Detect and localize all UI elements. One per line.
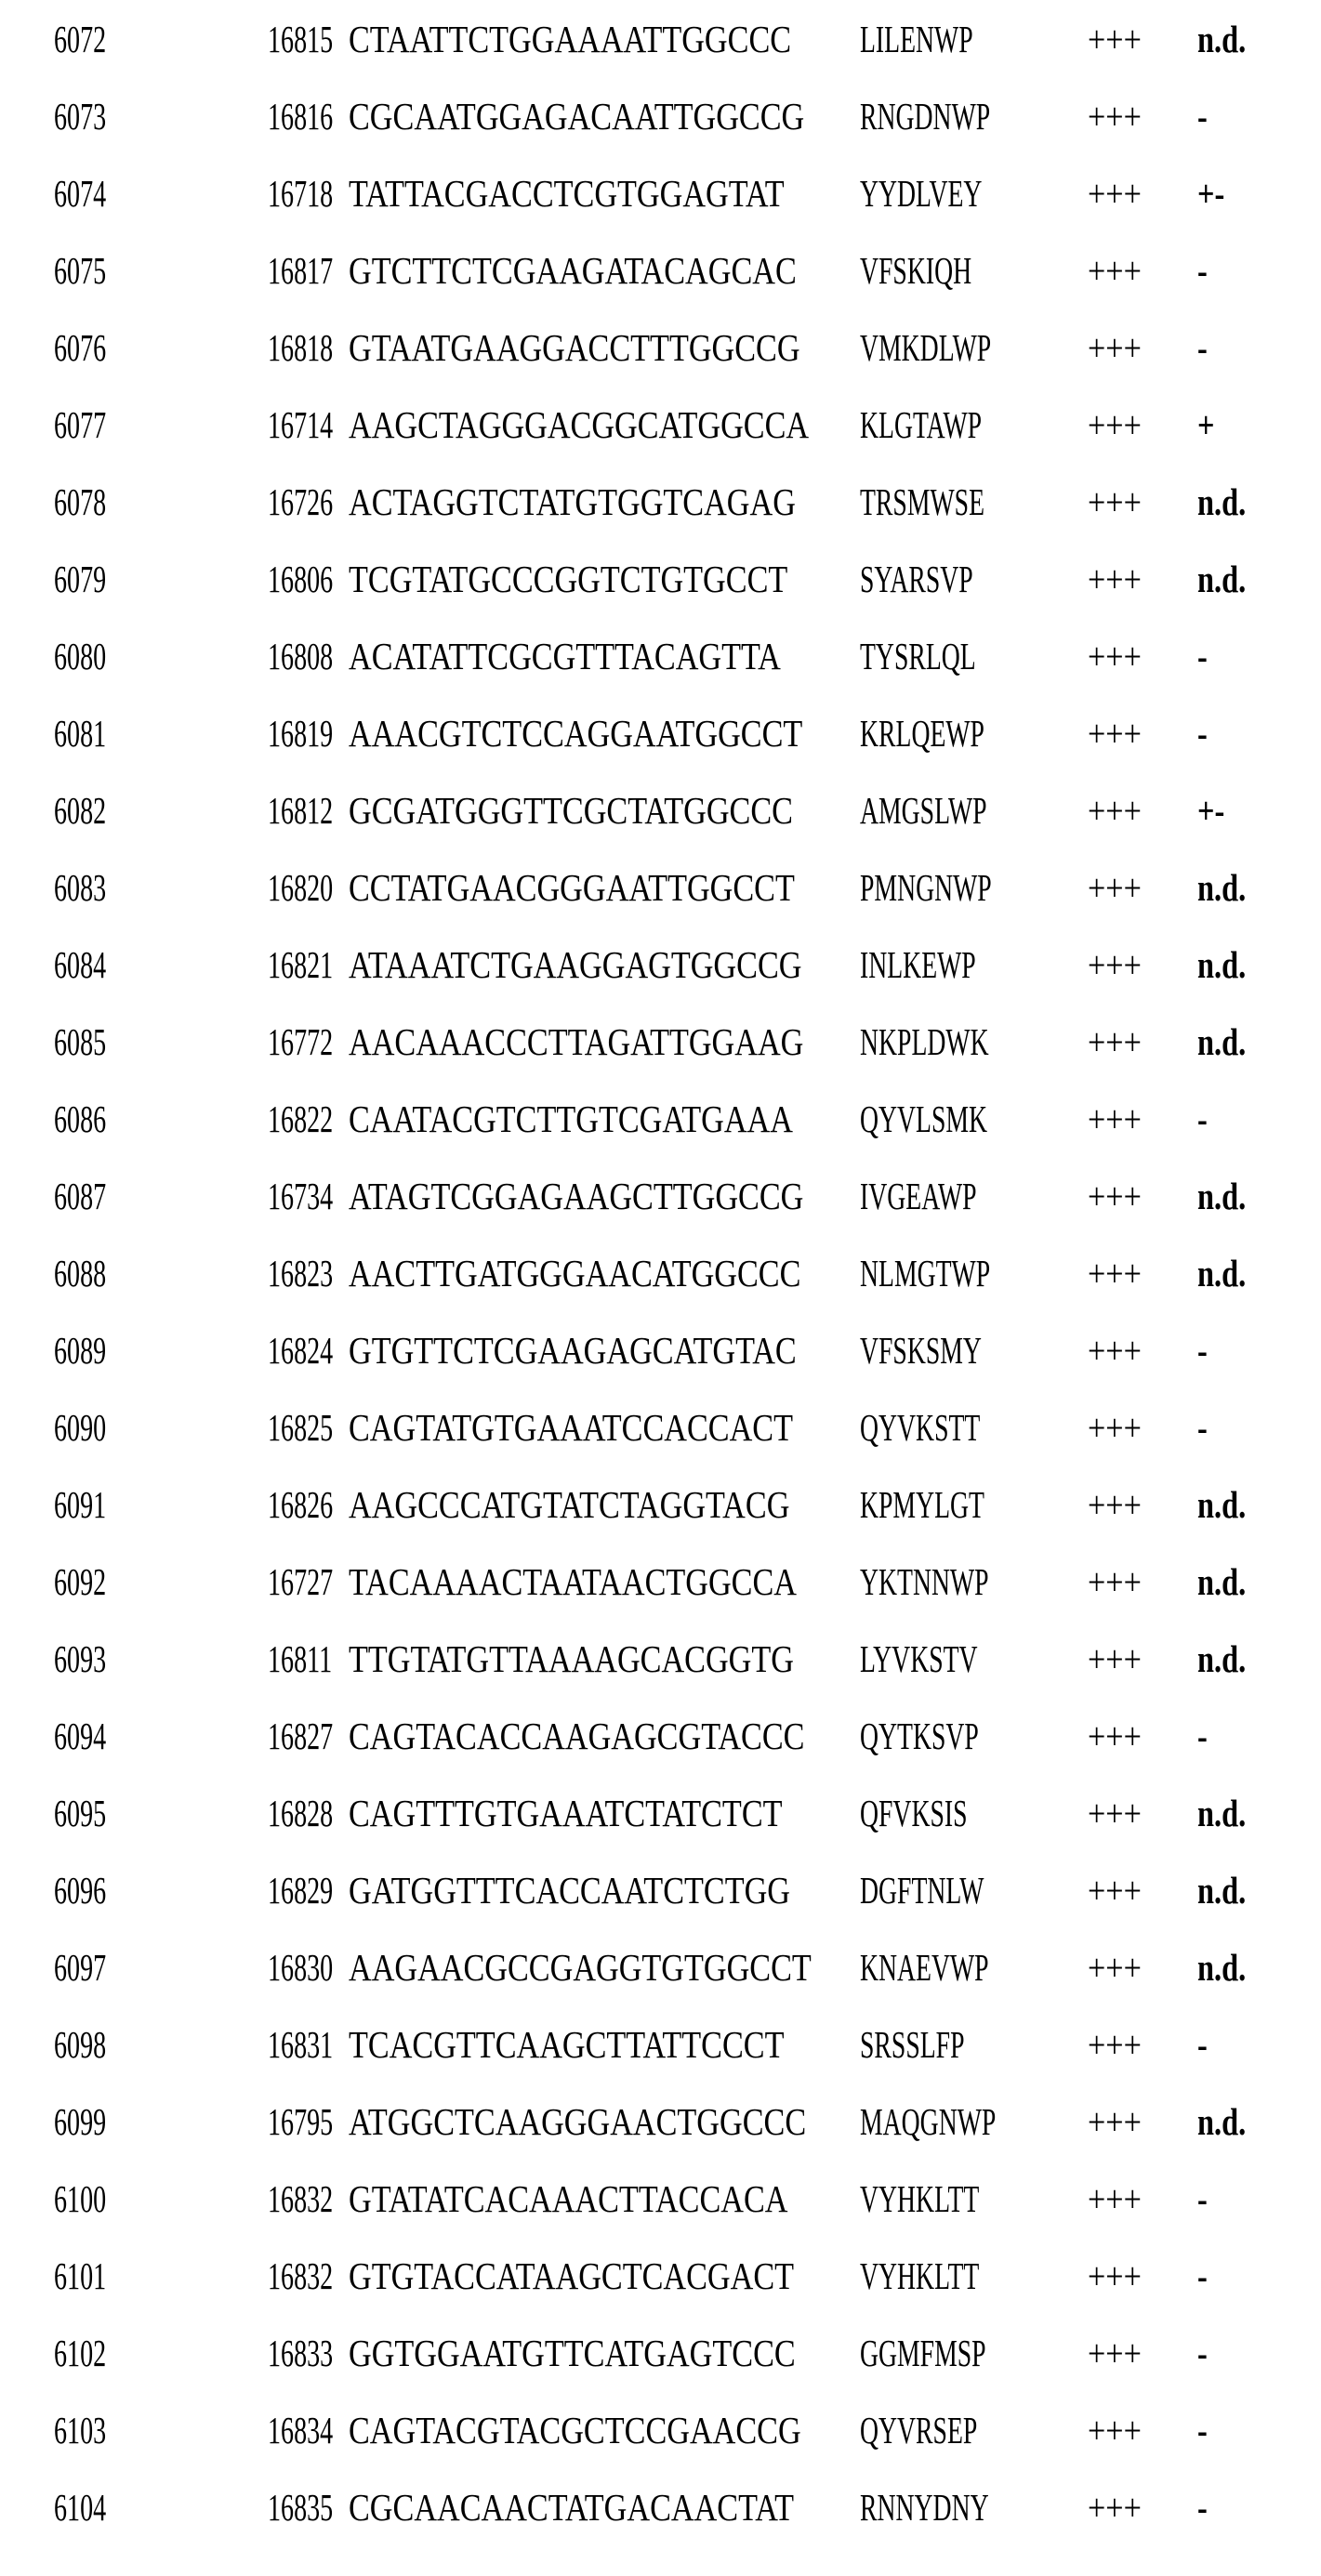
peptide-sequence: PMNGNWP	[860, 865, 992, 909]
probe-number: 16806	[268, 557, 334, 600]
signal-value: +++	[1088, 634, 1142, 677]
signal-value: +++	[1088, 2099, 1142, 2143]
signal-value: +++	[1088, 942, 1142, 986]
probe-number: 16714	[268, 402, 334, 446]
table-row	[0, 309, 1321, 386]
peptide-sequence: KPMYLGT	[860, 1482, 984, 1526]
table-row	[0, 231, 1321, 309]
assay-result: n.d.	[1197, 1174, 1247, 1217]
clone-id: 6072	[54, 17, 107, 60]
signal-value: +++	[1088, 402, 1142, 446]
dna-sequence: CCTATGAACGGGAATTGGCCT	[349, 865, 795, 909]
table-row	[0, 154, 1321, 231]
clone-id: 6083	[54, 865, 107, 909]
peptide-sequence: NLMGTWP	[860, 1251, 991, 1295]
table-row	[0, 1388, 1321, 1465]
table-row	[0, 1697, 1321, 1774]
probe-number: 16718	[268, 171, 334, 215]
signal-value: +++	[1088, 2254, 1142, 2297]
probe-number: 16833	[268, 2331, 334, 2374]
table-row	[0, 1003, 1321, 1080]
assay-result: n.d.	[1197, 942, 1247, 986]
probe-number: 16726	[268, 480, 334, 523]
peptide-sequence: VFSKSMY	[860, 1328, 982, 1372]
signal-value: +++	[1088, 557, 1142, 600]
probe-number: 16811	[268, 1636, 333, 1680]
signal-value: +++	[1088, 1868, 1142, 1912]
dna-sequence: ATAAATCTGAAGGAGTGGCCG	[349, 942, 802, 986]
dna-sequence: CAGTACACCAAGAGCGTACCC	[349, 1714, 805, 1757]
clone-id: 6086	[54, 1097, 107, 1140]
peptide-sequence: DGFTNLW	[860, 1868, 984, 1912]
dna-sequence: AACAAACCCTTAGATTGGAAG	[349, 1019, 804, 1063]
peptide-sequence: LILENWP	[860, 17, 973, 60]
dna-sequence: AAACGTCTCCAGGAATGGCCT	[349, 711, 803, 755]
clone-id: 6080	[54, 634, 107, 677]
table-row	[0, 77, 1321, 154]
clone-id: 6084	[54, 942, 107, 986]
peptide-sequence: QYVKSTT	[860, 1405, 981, 1449]
peptide-sequence: IVGEAWP	[860, 1174, 977, 1217]
peptide-sequence: INLKEWP	[860, 942, 976, 986]
dna-sequence: CGCAATGGAGACAATTGGCCG	[349, 94, 805, 138]
probe-number: 16818	[268, 325, 334, 369]
table-row	[0, 1465, 1321, 1543]
clone-id: 6073	[54, 94, 107, 138]
table-row	[0, 1774, 1321, 1851]
peptide-sequence: KLGTAWP	[860, 402, 983, 446]
dna-sequence: ACATATTCGCGTTTACAGTTA	[349, 634, 781, 677]
probe-number: 16825	[268, 1405, 334, 1449]
peptide-sequence: GGMFMSP	[860, 2331, 986, 2374]
signal-value: +++	[1088, 1251, 1142, 1295]
dna-sequence: GTAATGAAGGACCTTTGGCCG	[349, 325, 800, 369]
probe-number: 16817	[268, 248, 334, 292]
assay-result: -	[1197, 2331, 1208, 2374]
signal-value: +++	[1088, 788, 1142, 832]
peptide-sequence: TYSRLQL	[860, 634, 976, 677]
signal-value: +++	[1088, 1097, 1142, 1140]
signal-value: +++	[1088, 1714, 1142, 1757]
table-row	[0, 2160, 1321, 2237]
probe-number: 16834	[268, 2408, 334, 2451]
probe-number: 16824	[268, 1328, 334, 1372]
signal-value: +++	[1088, 171, 1142, 215]
dna-sequence: GGTGGAATGTTCATGAGTCCC	[349, 2331, 796, 2374]
dna-sequence: TTGTATGTTAAAAGCACGGTG	[349, 1636, 794, 1680]
clone-id: 6104	[54, 2485, 107, 2529]
probe-number: 16828	[268, 1791, 334, 1834]
assay-result: -	[1197, 94, 1208, 138]
assay-result: -	[1197, 1097, 1208, 1140]
clone-id: 6079	[54, 557, 107, 600]
table-row	[0, 1851, 1321, 1928]
table-row	[0, 463, 1321, 540]
peptide-sequence: VYHKLTT	[860, 2176, 980, 2220]
probe-number: 16795	[268, 2099, 334, 2143]
peptide-sequence: YKTNNWP	[860, 1559, 989, 1603]
signal-value: +++	[1088, 325, 1142, 369]
clone-id: 6085	[54, 1019, 107, 1063]
clone-id: 6089	[54, 1328, 107, 1372]
probe-number: 16727	[268, 1559, 334, 1603]
table-row	[0, 694, 1321, 771]
dna-sequence: CAATACGTCTTGTCGATGAAA	[349, 1097, 793, 1140]
clone-id: 6101	[54, 2254, 107, 2297]
assay-result: n.d.	[1197, 1482, 1247, 1526]
signal-value: +++	[1088, 1791, 1142, 1834]
dna-sequence: AAGAACGCCGAGGTGTGGCCT	[349, 1945, 812, 1989]
clone-id: 6096	[54, 1868, 107, 1912]
probe-number: 16830	[268, 1945, 334, 1989]
peptide-sequence: VMKDLWP	[860, 325, 992, 369]
clone-id: 6087	[54, 1174, 107, 1217]
table-row	[0, 2083, 1321, 2160]
table-row	[0, 540, 1321, 617]
assay-result: -	[1197, 634, 1208, 677]
table-row	[0, 2391, 1321, 2468]
dna-sequence: ATGGCTCAAGGGAACTGGCCC	[349, 2099, 807, 2143]
dna-sequence: CGCAACAACTATGACAACTAT	[349, 2485, 795, 2529]
probe-number: 16819	[268, 711, 334, 755]
signal-value: +++	[1088, 1945, 1142, 1989]
signal-value: +++	[1088, 2176, 1142, 2220]
signal-value: +++	[1088, 711, 1142, 755]
dna-sequence: GATGGTTTCACCAATCTCTGG	[349, 1868, 790, 1912]
assay-result: n.d.	[1197, 1791, 1247, 1834]
assay-result: +-	[1197, 171, 1225, 215]
clone-id: 6078	[54, 480, 107, 523]
clone-id: 6103	[54, 2408, 107, 2451]
table-row	[0, 1234, 1321, 1311]
probe-number: 16816	[268, 94, 334, 138]
dna-sequence: TATTACGACCTCGTGGAGTAT	[349, 171, 785, 215]
clone-id: 6102	[54, 2331, 107, 2374]
assay-result: n.d.	[1197, 1868, 1247, 1912]
table-row	[0, 0, 1321, 77]
probe-number: 16832	[268, 2176, 334, 2220]
signal-value: +++	[1088, 1019, 1142, 1063]
peptide-sequence: KRLQEWP	[860, 711, 984, 755]
assay-result: n.d.	[1197, 1019, 1247, 1063]
dna-sequence: CTAATTCTGGAAAATTGGCCC	[349, 17, 792, 60]
signal-value: +++	[1088, 1559, 1142, 1603]
clone-id: 6077	[54, 402, 107, 446]
assay-result: -	[1197, 1328, 1208, 1372]
table-row	[0, 1928, 1321, 2005]
probe-number: 16734	[268, 1174, 334, 1217]
dna-sequence: CAGTACGTACGCTCCGAACCG	[349, 2408, 801, 2451]
signal-value: +++	[1088, 1636, 1142, 1680]
signal-value: +++	[1088, 94, 1142, 138]
signal-value: +++	[1088, 17, 1142, 60]
clone-id: 6090	[54, 1405, 107, 1449]
signal-value: +++	[1088, 1405, 1142, 1449]
signal-value: +++	[1088, 2408, 1142, 2451]
assay-result: n.d.	[1197, 865, 1247, 909]
assay-result: +-	[1197, 788, 1225, 832]
peptide-sequence: VYHKLTT	[860, 2254, 980, 2297]
table-row	[0, 1620, 1321, 1697]
table-row	[0, 926, 1321, 1003]
table-row	[0, 771, 1321, 848]
table-row	[0, 1157, 1321, 1234]
probe-number: 16808	[268, 634, 334, 677]
assay-result: n.d.	[1197, 17, 1247, 60]
assay-result: n.d.	[1197, 1636, 1247, 1680]
signal-value: +++	[1088, 2331, 1142, 2374]
probe-number: 16812	[268, 788, 334, 832]
peptide-sequence: MAQGNWP	[860, 2099, 997, 2143]
probe-number: 16829	[268, 1868, 334, 1912]
peptide-sequence: RNNYDNY	[860, 2485, 989, 2529]
clone-id: 6091	[54, 1482, 107, 1526]
dna-sequence: GTGTTCTCGAAGAGCATGTAC	[349, 1328, 797, 1372]
clone-id: 6093	[54, 1636, 107, 1680]
dna-sequence: GTATATCACAAACTTACCACA	[349, 2176, 788, 2220]
peptide-sequence: QYTKSVP	[860, 1714, 979, 1757]
signal-value: +++	[1088, 2485, 1142, 2529]
probe-number: 16827	[268, 1714, 334, 1757]
dna-sequence: CAGTATGTGAAATCCACCACT	[349, 1405, 793, 1449]
clone-id: 6100	[54, 2176, 107, 2220]
peptide-sequence: KNAEVWP	[860, 1945, 989, 1989]
clone-id: 6097	[54, 1945, 107, 1989]
probe-number: 16831	[268, 2022, 334, 2066]
dna-sequence: AAGCTAGGGACGGCATGGCCA	[349, 402, 810, 446]
peptide-sequence: QYVRSEP	[860, 2408, 978, 2451]
dna-sequence: ATAGTCGGAGAAGCTTGGCCG	[349, 1174, 804, 1217]
signal-value: +++	[1088, 480, 1142, 523]
assay-result: -	[1197, 2485, 1208, 2529]
assay-result: -	[1197, 2022, 1208, 2066]
assay-result: -	[1197, 711, 1208, 755]
assay-result: -	[1197, 1714, 1208, 1757]
assay-result: -	[1197, 248, 1208, 292]
table-row	[0, 848, 1321, 926]
assay-result: -	[1197, 325, 1208, 369]
signal-value: +++	[1088, 1328, 1142, 1372]
clone-id: 6098	[54, 2022, 107, 2066]
table-row	[0, 617, 1321, 694]
clone-id: 6094	[54, 1714, 107, 1757]
peptide-sequence: YYDLVEY	[860, 171, 983, 215]
dna-sequence: GCGATGGGTTCGCTATGGCCC	[349, 788, 793, 832]
dna-sequence: TACAAAACTAATAACTGGCCA	[349, 1559, 797, 1603]
clone-id: 6081	[54, 711, 107, 755]
assay-result: -	[1197, 2176, 1208, 2220]
probe-number: 16821	[268, 942, 334, 986]
assay-result: -	[1197, 2408, 1208, 2451]
assay-result: n.d.	[1197, 1251, 1247, 1295]
peptide-sequence: LYVKSTV	[860, 1636, 978, 1680]
probe-number: 16772	[268, 1019, 334, 1063]
peptide-sequence: RNGDNWP	[860, 94, 991, 138]
assay-result: n.d.	[1197, 480, 1247, 523]
signal-value: +++	[1088, 1174, 1142, 1217]
dna-sequence: GTGTACCATAAGCTCACGACT	[349, 2254, 795, 2297]
peptide-sequence: TRSMWSE	[860, 480, 985, 523]
dna-sequence: AAGCCCATGTATCTAGGTACG	[349, 1482, 790, 1526]
signal-value: +++	[1088, 248, 1142, 292]
clone-id: 6082	[54, 788, 107, 832]
table-row	[0, 386, 1321, 463]
clone-id: 6095	[54, 1791, 107, 1834]
assay-result: n.d.	[1197, 1559, 1247, 1603]
probe-number: 16835	[268, 2485, 334, 2529]
table-row	[0, 2237, 1321, 2314]
peptide-sequence: NKPLDWK	[860, 1019, 989, 1063]
peptide-sequence: SRSSLFP	[860, 2022, 965, 2066]
clone-id: 6092	[54, 1559, 107, 1603]
table-row	[0, 2005, 1321, 2083]
assay-result: n.d.	[1197, 2099, 1247, 2143]
assay-result: n.d.	[1197, 1945, 1247, 1989]
signal-value: +++	[1088, 865, 1142, 909]
dna-sequence: GTCTTCTCGAAGATACAGCAC	[349, 248, 797, 292]
table-row	[0, 2314, 1321, 2391]
clone-id: 6088	[54, 1251, 107, 1295]
table-row	[0, 1080, 1321, 1157]
probe-number: 16822	[268, 1097, 334, 1140]
table-row	[0, 2468, 1321, 2545]
probe-number: 16826	[268, 1482, 334, 1526]
assay-result: +	[1197, 402, 1215, 446]
probe-number: 16820	[268, 865, 334, 909]
assay-result: -	[1197, 1405, 1208, 1449]
peptide-sequence: QFVKSIS	[860, 1791, 968, 1834]
table-row	[0, 1311, 1321, 1388]
assay-result: n.d.	[1197, 557, 1247, 600]
clone-id: 6074	[54, 171, 107, 215]
dna-sequence: TCGTATGCCCGGTCTGTGCCT	[349, 557, 788, 600]
table-row	[0, 1543, 1321, 1620]
probe-number: 16815	[268, 17, 334, 60]
dna-sequence: ACTAGGTCTATGTGGTCAGAG	[349, 480, 796, 523]
probe-number: 16832	[268, 2254, 334, 2297]
dna-sequence: AACTTGATGGGAACATGGCCC	[349, 1251, 801, 1295]
clone-id: 6075	[54, 248, 107, 292]
dna-sequence: TCACGTTCAAGCTTATTCCCT	[349, 2022, 785, 2066]
signal-value: +++	[1088, 1482, 1142, 1526]
dna-sequence: CAGTTTGTGAAATCTATCTCT	[349, 1791, 783, 1834]
peptide-sequence: VFSKIQH	[860, 248, 972, 292]
peptide-sequence: QYVLSMK	[860, 1097, 988, 1140]
peptide-sequence: SYARSVP	[860, 557, 973, 600]
clone-id: 6076	[54, 325, 107, 369]
clone-id: 6099	[54, 2099, 107, 2143]
signal-value: +++	[1088, 2022, 1142, 2066]
peptide-sequence: AMGSLWP	[860, 788, 987, 832]
probe-number: 16823	[268, 1251, 334, 1295]
assay-result: -	[1197, 2254, 1208, 2297]
